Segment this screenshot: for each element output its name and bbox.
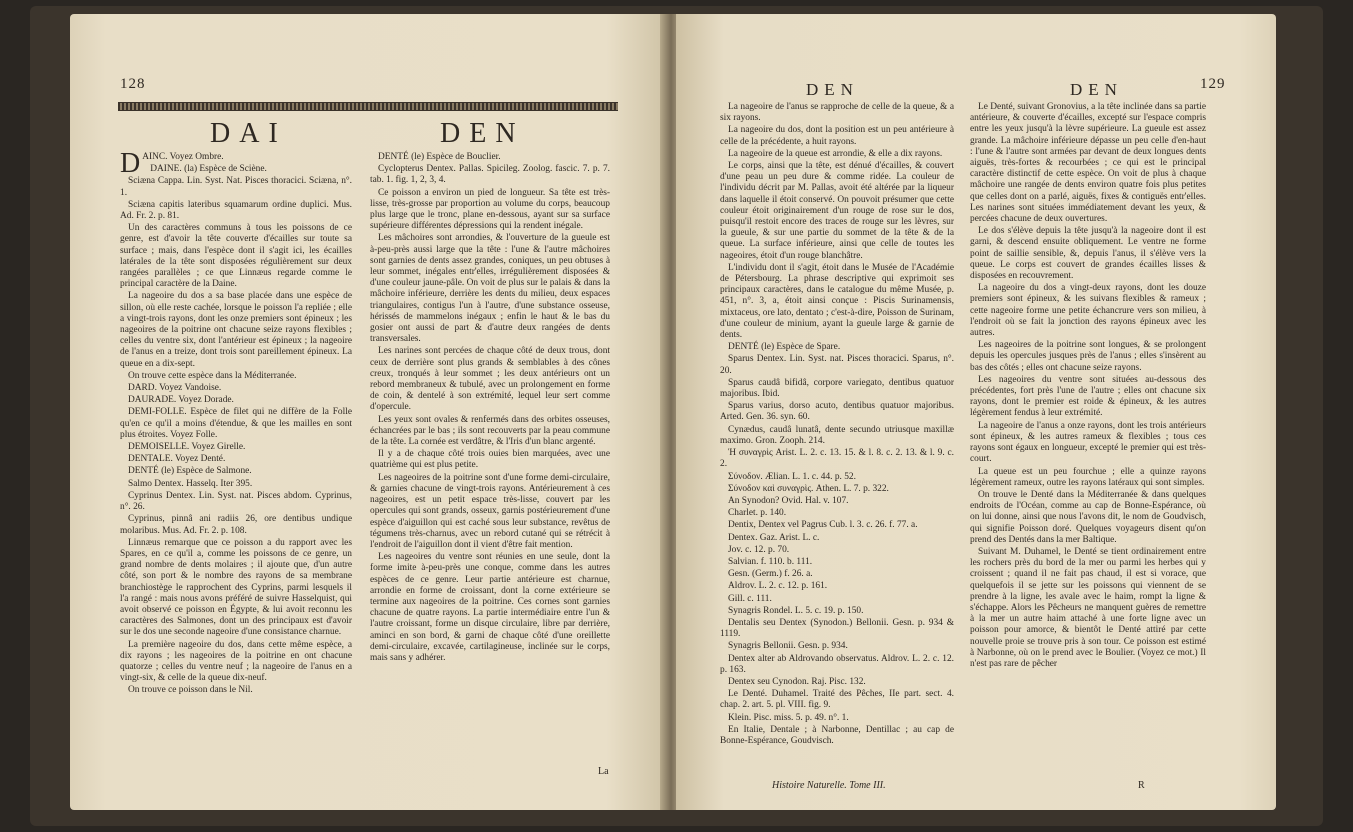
paragraph: Dentex alter ab Aldrovando observatus. Aldrov. L. 2. c. 12. p. 163. <box>720 653 954 675</box>
paragraph: Charlet. p. 140. <box>728 508 787 519</box>
paragraph: Dentex seu Cynodon. Raj. Pisc. 132. <box>728 676 866 687</box>
paragraph: Salvian. f. 110. b. 111. <box>728 556 813 567</box>
paragraph: Linnæus remarque que ce poisson a du rapport avec les Spares, en ce qu'il a, comme les poissons de ce genre, un grand nombre de dents molaires ; il ajoute que, d'un autre côté, son port & le nombre des rayons de sa membrane branchiostège le rapprochent des Cyprins, parmi lesquels il l'a rangé : mais nous avons préféré de suivre Hasselquist, qui avoit observé ce poisson en Égypte, & lui avoit reconnu les caractères des Salmones, dont un des principaux est d'avoir sur le dos une seconde nageoire d'une consistance charnue. <box>120 537 352 638</box>
paragraph: Sparus caudâ bifidâ, corpore variegato, dentibus quatuor majoribus. Ibid. <box>720 377 954 400</box>
running-header-right: DEN <box>1070 80 1123 99</box>
paragraph: Les nageoires du ventre sont situées au-dessous des précédentes, fort près l'une de l'autre ; elles ont chacune six rayons, dont le premier est roide & épineux, & les autres légèrement fendus à leur extrémité. <box>970 374 1206 419</box>
paragraph: Dentex. Gaz. Arist. L. c. <box>728 532 820 543</box>
footer-title: Histoire Naturelle. Tome III. <box>772 780 886 791</box>
paragraph: Les narines sont percées de chaque côté de deux trous, dont ceux de derrière sont plus grands & semblables à des cônes creux, tronqués à leur sommet ; les deux antérieurs ont un rebord membraneux & tubulé, avec un prolongement en forme de coin, & dentelé à son extrémité, lequel leur sert comme d'opercule. <box>370 346 610 413</box>
paragraph: Gill. c. 111. <box>728 593 772 604</box>
paragraph: An Synodon? Ovid. Hal. v. 107. <box>728 495 849 506</box>
paragraph: Cyprinus, pinnâ ani radiis 26, ore dentibus undique molaribus. Mus. Ad. Fr. 2. p. 108. <box>120 514 352 536</box>
column-header-left: DAI <box>210 118 287 149</box>
paragraph: Il y a de chaque côté trois ouies bien marquées, avec une quatrième qui est plus petite. <box>370 449 610 471</box>
right-page <box>676 14 1276 810</box>
left-page <box>70 14 666 810</box>
paragraph: La nageoire du dos, dont la position est un peu antérieure à celle de la précédente, a huit rayons. <box>720 125 954 147</box>
paragraph: Sciæna Cappa. Lin. Syst. Nat. Pisces thoracici. Sciæna, n°. 1. <box>120 176 352 198</box>
paragraph: Σύνοδον. Ælian. L. 1. c. 44. p. 52. <box>728 471 856 482</box>
drop-cap: D <box>120 148 141 179</box>
paragraph: Cyclopterus Dentex. Pallas. Spicileg. Zoolog. fascic. 7. p. 7. tab. 1. fig. 1, 2, 3, 4. <box>370 164 610 186</box>
paragraph: L'individu dont il s'agit, étoit dans le Musée de l'Académie de Pétersbourg. La phrase descriptive qui exprimoit ses principaux caractères, dans le catalogue du même Musée, p. 451, n°. 3, a, étoit ainsi conçue : Piscis Surinamensis, mixtaceus, ore lato, dentato ; c'est-à-dire, Poisson de Surinam, d'une couleur de minium, ayant la gueule large & garnie de dents. <box>720 262 954 341</box>
running-header-left: DEN <box>806 80 859 99</box>
paragraph: Synagris Rondel. L. 5. c. 19. p. 150. <box>728 605 864 616</box>
paragraph: Un des caractères communs à tous les poissons de ce genre, est d'avoir la tête couverte d'écailles sur toute sa surface ; mais, dans l'espèce dont il s'agit ici, les écailles latérales de la tête sont disposées régulièrement sur deux rangées parallèles ; ce que Linnæus regarde comme le principal caractère de la Daine. <box>120 223 352 290</box>
right-column-2 <box>970 102 1206 671</box>
paragraph: DAINE. (la) Espèce de Sciène. <box>150 164 267 175</box>
paragraph: La nageoire du dos a vingt-deux rayons, dont les douze premiers sont épineux, & les suivans flexibles & rameux ; cette nageoire forme une petite échancrure vers son milieu, à l'endroit où se fait la jonction des rayons épineux avec les autres. <box>970 283 1206 339</box>
paragraph: Gesn. (Germ.) f. 26. a. <box>728 569 813 580</box>
paragraph: La nageoire de l'anus se rapproche de celle de la queue, & a six rayons. <box>720 102 954 124</box>
catchword: La <box>598 766 609 777</box>
paragraph: DENTÉ (le) Espèce de Bouclier. <box>378 152 501 162</box>
paragraph: Le corps, ainsi que la tête, est dénué d'écailles, & couvert d'une peau un peu dure & comme ridée. La couleur de l'individu décrit par M. Pallas, avoit été altérée par la liqueur dans laquelle il étoit conservé. On pouvoit présumer que cette couleur étoit originairement d'un rouge de rose sur le dos, puisqu'il restoit encore des traces de rouge sur les lèvres, sur la gueule, & sur une partie du sommet de la tête & de la queue. La surface inférieure, ainsi que celle de toutes les nageoires, étoit d'un rouge blanchâtre. <box>720 161 954 261</box>
paragraph: Dentalis seu Dentex (Synodon.) Bellonii. Gesn. p. 934 & 1119. <box>720 617 954 640</box>
paragraph: DENTÉ (le) Espèce de Spare. <box>728 342 841 353</box>
paragraph: Les nageoires de la poitrine sont d'une forme demi-circulaire, & garnies chacune de vingt-trois rayons. Antérieurement à ces nageoires, est un petit espace très-lisse, couvert par les opercules qui sont grands, osseux, garnis postérieurement d'une espèce d'aiguillon qui est caché sous leur substance, revêtus de tégumens très-charnus, avec un rebord cutané qui se rétrécit à l'endroit de l'aiguillon dont il vient d'être fait mention. <box>370 472 610 550</box>
paragraph: Le dos s'élève depuis la tête jusqu'à la nageoire dont il est garni, & descend ensuite obliquement. Le ventre ne forme point de saillie sensible, &, depuis l'anus, il s'élève vers la queue. Le corps est couvert de grandes écailles lisses & disposées en recouvrement. <box>970 226 1206 282</box>
paragraph: Aldrov. L. 2. c. 12. p. 161. <box>728 581 828 592</box>
page-number: 128 <box>120 76 146 92</box>
paragraph: On trouve ce poisson dans le Nil. <box>128 685 253 696</box>
paragraph: Les nageoires de la poitrine sont longues, & se prolongent depuis les opercules jusques près de l'anus ; elles s'insèrent au bas des côtés ; elles ont chacune seize rayons. <box>970 340 1206 373</box>
paragraph: Cyprinus Dentex. Lin. Syst. nat. Pisces abdom. Cyprinus, n°. 26. <box>120 490 352 513</box>
paragraph: Salmo Dentex. Hasselq. Iter 395. <box>128 478 253 489</box>
paragraph: Le Denté, suivant Gronovius, a la tête inclinée dans sa partie antérieure, & couverte d'écailles, excepté sur l'espace compris entre les yeux jusqu'à la lèvre supérieure. La gueule est assez grande. La mâchoire inférieure dépasse un peu celle d'en-haut : l'une & l'autre sont armées par devant de deux longues dents aiguës, très-fortes & recourbées ; ce qui est le principal caractère distinctif de cette espèce. On voit de plus à chaque mâchoire une rangée de dents environ quatre fois plus petites que celles dont on a parlé, aiguës, fixes & contiguës entr'elles. Les narines sont situées immédiatement devant les yeux, & percées chacune de deux ouvertures. <box>970 102 1206 225</box>
paragraph: Les yeux sont ovales & renfermés dans des orbites osseuses, échancrées par le bas ; ils sont recouverts par la peau commune de la tête. La cornée est verdâtre, & l'Iris d'un blanc argenté. <box>370 414 610 448</box>
paragraph: On trouve cette espèce dans la Méditerranée. <box>128 370 297 381</box>
paragraph: La première nageoire du dos, dans cette même espèce, a dix rayons ; les nageoires de la poitrine en ont chacune quatorze ; celles du ventre neuf ; la nageoire de l'anus en a vingt-six, & celle de la queue dix-neuf. <box>120 639 352 684</box>
paragraph: Sciæna capitis lateribus squamarum ordine duplici. Mus. Ad. Fr. 2. p. 81. <box>120 199 352 222</box>
paragraph: DEMI-FOLLE. Espèce de filet qui ne diffère de la Folle qu'en ce qu'il a moins d'étendue, & que les mailles en sont plus étroites. Voyez Folle. <box>120 407 352 440</box>
paragraph: Synagris Bellonii. Gesn. p. 934. <box>728 641 848 652</box>
paragraph: Sparus varius, dorso acuto, dentibus quatuor majoribus. Arted. Gen. 36. syn. 60. <box>720 401 954 423</box>
signature-mark: R <box>1138 780 1145 791</box>
paragraph: Klein. Pisc. miss. 5. p. 49. n°. 1. <box>728 712 849 723</box>
paragraph: DEMOISELLE. Voyez Girelle. <box>128 442 246 453</box>
paragraph: Jov. c. 12. p. 70. <box>728 544 790 555</box>
right-column-1 <box>720 102 954 748</box>
paragraph: DAURADE. Voyez Dorade. <box>128 395 234 406</box>
paragraph: Ἡ συναγρὶς Arist. L. 2. c. 13. 15. & l. 8. c. 2. 13. & l. 9. c. 2. <box>720 448 954 470</box>
paragraph: DENTÉ (le) Espèce de Salmone. <box>128 466 252 477</box>
paragraph: Suivant M. Duhamel, le Denté se tient ordinairement entre les rochers près du bord de la mer ou parmi les herbes qui y croissent ; quand il ne fait pas chaud, il est si vorace, que quelquefois il se jette sur les poissons qui viennent de se prendre à la ligne, les avale avec le haim, rompt la ligne & s'échappe. Alors les Pêcheurs ne manquent guères de remettre à la mer un autre haim attaché à une forte ligne avec un poisson pour amorce, & bientôt le Denté attiré par cette nouvelle proie se trouve pris à son tour. Ce poisson est estimé à Narbonne, où on le prend avec le Boulier. (Voyez ce mot.) Il n'est pas rare de pêcher <box>970 546 1206 669</box>
page-number: 129 <box>1200 76 1226 92</box>
left-column-1 <box>120 148 352 698</box>
paragraph: Le Denté. Duhamel. Traité des Pêches, IIe part. sect. 4. chap. 2. art. 5. pl. VIII. fig. 9. <box>720 689 954 711</box>
paragraph: La nageoire de l'anus a onze rayons, dont les trois antérieurs sont épineux, & les autres rameux & flexibles ; tous ces rayons sont égaux en longueur, excepté le premier qui est très-court. <box>970 420 1206 465</box>
paragraph: Dentix, Dentex vel Pagrus Cub. l. 3. c. 26. f. 77. a. <box>728 520 918 531</box>
column-header-right: DEN <box>440 118 525 149</box>
paragraph: En Italie, Dentale ; à Narbonne, Dentillac ; au cap de Bonne-Espérance, Goudvisch. <box>720 724 954 746</box>
paragraph: La queue est un peu fourchue ; elle a quinze rayons légèrement rameux, outre les rayons latéraux qui sont simples. <box>970 466 1206 488</box>
paragraph: La nageoire du dos a sa base placée dans une espèce de sillon, où elle reste cachée, lorsque le poisson l'a repliée ; elle a vingt-trois rayons, dont les onze premiers sont épineux ; les nageoires de la poitrine ont chacune seize rayons flexibles ; celles du ventre six, dont l'antérieur est épineux ; la nageoire de l'anus en a treize, dont trois sont pareillement épineux. La queue en a dix-sept. <box>120 291 352 369</box>
paragraph: Cynædus, caudâ lunatâ, dente secundo utriusque maxillæ maximo. Gron. Zooph. 214. <box>720 424 954 446</box>
paragraph: On trouve le Denté dans la Méditerranée & dans quelques endroits de l'Océan, comme au cap de Bonne-Espérance, où on lui donne, ainsi que nous l'avons dit, le nom de Goudvisch, qui signifie Poisson doré. Quelques voyageurs disent qu'on prend des Dentés dans la mer Baltique. <box>970 489 1206 545</box>
paragraph: Les nageoires du ventre sont réunies en une seule, dont la forme imite à-peu-près une conque, comme dans les autres espèces de ce genre. Leur partie antérieure est charnue, arrondie en forme de croissant, dont la corne extérieure se termine aux nageoires de la poitrine. Ces cornes sont garnies chacune de quatre rayons. La partie intermédiaire entre l'un & l'autre croissant, forme un disque circulaire, libre par derrière, aminci en son bord, & garni de chaque côté d'une oreillette demi-circulaire, excavée, cartilagineuse, inclinée sur le corps, mais sans y adhérer. <box>370 552 610 663</box>
paragraph: Sparus Dentex. Lin. Syst. nat. Pisces thoracici. Sparus, n°. 20. <box>720 354 954 376</box>
paragraph: La nageoire de la queue est arrondie, & elle a dix rayons. <box>728 148 943 159</box>
left-column-2 <box>370 152 610 665</box>
paragraph: Σύνοδον καὶ συναγρὶς. Athen. L. 7. p. 322. <box>728 483 889 494</box>
paragraph: DENTALE. Voyez Denté. <box>128 454 226 465</box>
ornament-rule <box>118 102 618 111</box>
paragraph: DAINC. Voyez Ombre. <box>120 148 224 179</box>
paragraph: Les mâchoires sont arrondies, & l'ouverture de la gueule est à-peu-près aussi large que la tête : l'une & l'autre mâchoires sont garnies de dents assez grandes, coniques, un peu obtuses à leur sommet, inégales entr'elles, irrégulièrement disposées & d'une couleur jaune-pâle. On voit de plus sur le palais & dans la mâchoire inférieure, derrière les dents du milieu, deux espaces triangulaires, contigus l'un à l'autre, d'une substance osseuse, hérissés de mammelons inégaux ; enfin le haut & le bas du gosier ont aussi de part & d'autre deux rangées de dents transversales. <box>370 233 610 345</box>
paragraph: Ce poisson a environ un pied de longueur. Sa tête est très-lisse, très-grosse par proportion au volume du corps, beaucoup plus large que le tronc, plane en-dessous, ayant sur sa surface supérieure différentes dépressions qui la rendent inégale. <box>370 187 610 232</box>
paragraph: DARD. Voyez Vandoise. <box>128 383 222 394</box>
